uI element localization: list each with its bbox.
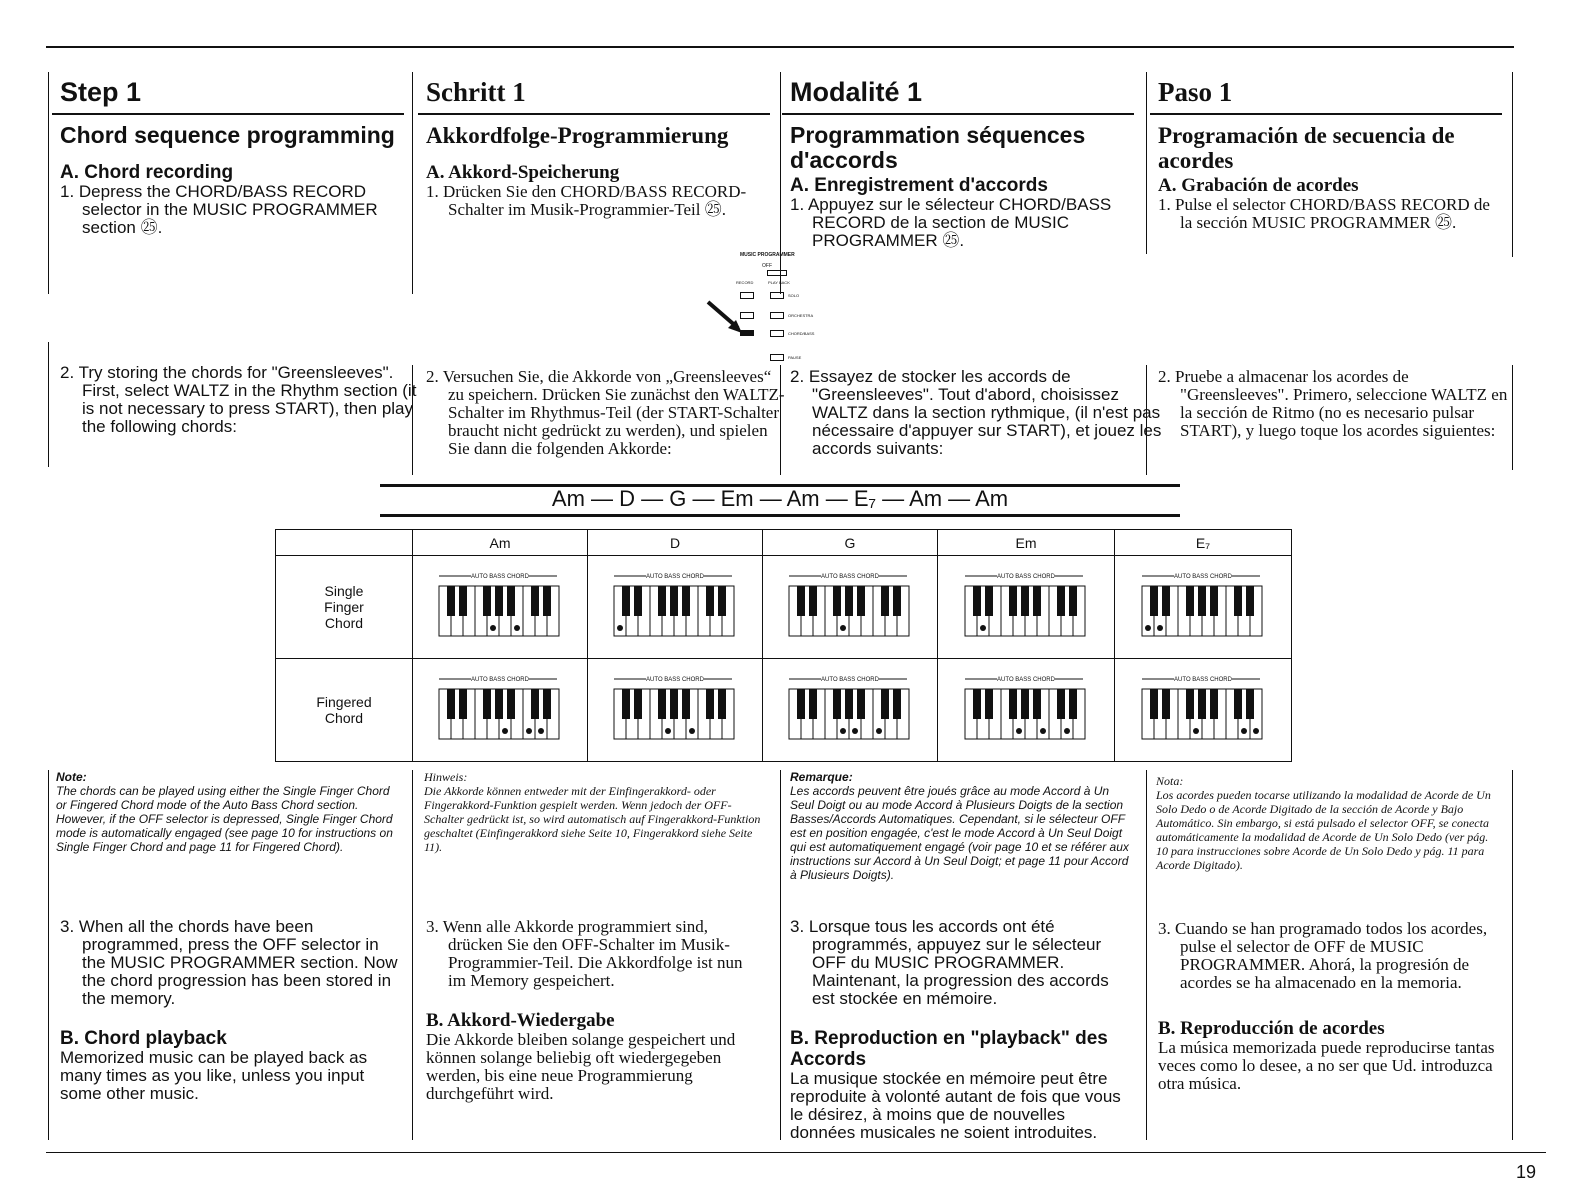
abc-label: AUTO BASS CHORD (821, 573, 879, 580)
column-german-lower (418, 918, 764, 1103)
black-key (893, 689, 901, 719)
keyboard-cell (1115, 556, 1292, 659)
black-key (809, 689, 817, 719)
keyboard-diagram (600, 669, 750, 749)
chord-header: G (763, 530, 938, 556)
column-divider (48, 770, 49, 1140)
black-key (1234, 586, 1242, 616)
black-key (985, 689, 993, 719)
step-heading: Paso 1 (1158, 77, 1233, 107)
column-divider (412, 770, 413, 1140)
black-key (531, 586, 539, 616)
item-3: 3. Cuando se han programado todos los acordes, pulse el selector de OFF de MUSIC PROGRAMMER. Ahorá, la progresión de acordes se ha almacenado en la memoria. (1158, 919, 1488, 992)
item-3: 3. When all the chords have been programmed, press the OFF selector in the MUSIC PROGRAMMER section. Now the chord progression has been stored in the memory. (60, 917, 398, 1008)
key-dot (840, 728, 846, 734)
black-key (622, 689, 630, 719)
keyboard-cell (588, 659, 763, 762)
panel-orchestra-label: ORCHESTRA (788, 313, 814, 318)
key-dot (1145, 625, 1151, 631)
item-3: 3. Lorsque tous les accords ont été programmés, appuyez sur le sélecteur OFF du MUSIC PROGRAMMER. Maintenant, la progression des accords est stockée en mémoire. (790, 917, 1109, 1008)
black-key (857, 586, 865, 616)
keyboard-cell (763, 659, 938, 762)
column-divider (780, 770, 781, 1140)
note-text: Die Akkorde können entweder mit der Einfingerakkord- oder Fingerakkord-Funktion gespielt werden. Wenn jedoch der OFF-Schalter gedrückt ist, so wird automatisch auf Fingerakkord-Funktion geschaltet (Einfingerakkord siehe Seite 10, Fingerakkord siehe Seite 11). (424, 784, 761, 854)
note-label: Nota: (1156, 774, 1184, 788)
chord-header: Am (413, 530, 588, 556)
keyboard-cell (1115, 659, 1292, 762)
black-key (543, 689, 551, 719)
subtitle: Chord sequence programming (60, 122, 395, 148)
black-key (1150, 689, 1158, 719)
black-key (1009, 586, 1017, 616)
abc-label: AUTO BASS CHORD (1174, 676, 1232, 683)
black-key (1057, 689, 1065, 719)
playback-text: La música memorizada puede reproducirse tantas veces como lo desee, a no ser que Ud. introduzca otra música. (1158, 1038, 1495, 1093)
panel-playback-label: PLAY BACK (768, 280, 790, 285)
abc-label: AUTO BASS CHORD (821, 676, 879, 683)
key-dot (502, 728, 508, 734)
key-dot (852, 728, 858, 734)
black-key (973, 586, 981, 616)
note-block (1156, 774, 1502, 872)
black-key (1210, 689, 1218, 719)
note-label: Remarque: (790, 770, 853, 784)
column-english (52, 75, 404, 237)
black-key (1069, 586, 1077, 616)
play-button (770, 330, 784, 337)
panel-chord-bass-label: CHORD/BASS (788, 331, 815, 336)
black-key (1186, 689, 1194, 719)
black-key (483, 586, 491, 616)
row-label-text: Single Finger Chord (324, 583, 364, 631)
black-key (881, 689, 889, 719)
key-dot (980, 625, 986, 631)
bottom-rule (46, 1152, 1546, 1153)
black-key (1234, 689, 1242, 719)
black-key (1009, 689, 1017, 719)
black-key (985, 586, 993, 616)
black-key (1198, 689, 1206, 719)
black-key (845, 689, 853, 719)
key-dot (1253, 728, 1259, 734)
black-key (718, 689, 726, 719)
black-key (893, 586, 901, 616)
note-text: The chords can be played using either the Single Finger Chord or Fingered Chord mode of the Auto Bass Chord section. However, if the OFF selector is depressed, Single Finger Chord mode is automatically engaged (see page 10 for instructions on Single Finger Chord and page 11 for Fingered Chord). (56, 784, 393, 854)
table-corner (276, 530, 413, 556)
note-block (56, 770, 402, 854)
abc-label: AUTO BASS CHORD (471, 676, 529, 683)
pause-button (770, 354, 784, 361)
item-1: 1. Appuyez sur le sélecteur CHORD/BASS RECORD de la section de MUSIC PROGRAMMER ㉕. (790, 195, 1112, 250)
black-key (1162, 689, 1170, 719)
section-b-title: B. Chord playback (60, 1028, 227, 1049)
chord-header: Em (938, 530, 1115, 556)
column-divider (1512, 72, 1513, 257)
key-dot (876, 728, 882, 734)
key-dot (1016, 728, 1022, 734)
panel-off-label: OFF (762, 263, 772, 269)
black-key (1210, 586, 1218, 616)
black-key (531, 689, 539, 719)
item-2: 2. Essayez de stocker les accords de "Greensleeves". Tout d'abord, choisissez WALTZ dans la section rythmique, (il n'est pas nécessaire d'appuyer sur START), et jouez les accords suivants: (790, 367, 1162, 458)
abc-label: AUTO BASS CHORD (646, 573, 704, 580)
black-key (1033, 689, 1041, 719)
black-key (845, 586, 853, 616)
black-key (1150, 586, 1158, 616)
black-key (1246, 689, 1254, 719)
section-b-title: B. Reproducción de acordes (1158, 1018, 1385, 1039)
note-label: Note: (56, 770, 87, 784)
step-heading: Schritt 1 (426, 77, 526, 107)
heading-rule (52, 113, 404, 115)
black-key (881, 586, 889, 616)
section-b-title: B. Akkord-Wiedergabe (426, 1010, 615, 1031)
column-spanish (1150, 75, 1502, 232)
key-dot (665, 728, 671, 734)
black-key (670, 586, 678, 616)
black-key (634, 586, 642, 616)
black-key (682, 586, 690, 616)
black-key (1246, 586, 1254, 616)
play-button (770, 312, 784, 319)
heading-rule (418, 113, 770, 115)
column-english-lower (52, 918, 404, 1103)
black-key (543, 586, 551, 616)
black-key (447, 586, 455, 616)
section-a-title: A. Chord recording (60, 162, 234, 183)
key-dot (514, 625, 520, 631)
black-key (833, 689, 841, 719)
black-key (718, 586, 726, 616)
note-text: Les accords peuvent être joués grâce au mode Accord à Un Seul Doigt ou au mode Accord à Plusieurs Doigts de la section Basses/Accords Automatiques. Cependant, si le sélecteur OFF est en position engagée, c'est le mode Accord à Un Seul Doigt qui est automatiquement engagé (voir page 10 et se référer aux instructions sur Accord à Un Seul Doigt; et page 11 pour Accord à Plusieurs Doigts). (790, 784, 1129, 882)
abc-label: AUTO BASS CHORD (997, 573, 1055, 580)
black-key (1033, 586, 1041, 616)
black-key (459, 586, 467, 616)
keyboard-diagram (600, 566, 750, 646)
column-divider (1146, 72, 1147, 254)
step-heading: Modalité 1 (790, 77, 923, 107)
keyboard-cell (938, 659, 1115, 762)
column-divider (412, 72, 413, 294)
playback-text: La musique stockée en mémoire peut être reproduite à volonté autant de fois que vous le désirez, à moins que de nouvelles données musicales ne soient introduites. (790, 1069, 1121, 1142)
black-key (670, 689, 678, 719)
black-key (1162, 586, 1170, 616)
column-divider (48, 72, 49, 294)
keyboard-diagram (951, 669, 1101, 749)
column-spanish-lower (1150, 920, 1500, 1093)
black-key (507, 689, 515, 719)
keyboard-cell (763, 556, 938, 659)
section-b-title: B. Reproduction en "playback" des Accords (790, 1028, 1108, 1070)
step-heading: Step 1 (60, 77, 142, 107)
keyboard-diagram (1128, 566, 1278, 646)
subtitle: Programación de secuencia de acordes (1158, 123, 1455, 173)
keyboard-diagram (775, 669, 925, 749)
top-rule (46, 46, 1514, 48)
black-key (1198, 586, 1206, 616)
key-dot (1064, 728, 1070, 734)
black-key (797, 689, 805, 719)
black-key (809, 586, 817, 616)
keyboard-cell (938, 556, 1115, 659)
subtitle: Akkordfolge-Programmierung (426, 123, 729, 148)
item-1: 1. Depress the CHORD/BASS RECORD selector in the MUSIC PROGRAMMER section ㉕. (60, 182, 378, 237)
abc-label: AUTO BASS CHORD (1174, 573, 1232, 580)
black-key (622, 586, 630, 616)
item-1: 1. Pulse el selector CHORD/BASS RECORD de la sección MUSIC PROGRAMMER ㉕. (1158, 195, 1490, 232)
key-dot (1040, 728, 1046, 734)
black-key (706, 689, 714, 719)
black-key (459, 689, 467, 719)
black-key (1057, 586, 1065, 616)
chord-header: D (588, 530, 763, 556)
key-dot (617, 625, 623, 631)
row-label-single (276, 556, 413, 659)
column-divider (1512, 770, 1513, 1140)
note-block (790, 770, 1136, 882)
key-dot (840, 625, 846, 631)
black-key (1186, 586, 1194, 616)
note-text: Los acordes pueden tocarse utilizando la modalidad de Acorde de Un Solo Dedo o de Acorde Digitado de la sección de Acorde y Bajo Automático. Sin embargo, si está pulsado el selector OFF, se conecta automáticamente la modalidad de Acorde de Un Solo Dedo (ver pág. 10 para instrucciones sobre Acorde de Un Solo Dedo y pág. 11 para Acorde Digitado). (1156, 788, 1491, 872)
key-dot (526, 728, 532, 734)
black-key (682, 689, 690, 719)
keyboard-diagram (1128, 669, 1278, 749)
panel-pause-label: PAUSE (788, 355, 802, 360)
black-key (634, 689, 642, 719)
keyboard-cell (588, 556, 763, 659)
black-key (495, 586, 503, 616)
abc-label: AUTO BASS CHORD (646, 676, 704, 683)
key-dot (1241, 728, 1247, 734)
key-dot (490, 625, 496, 631)
panel-title: MUSIC PROGRAMMER (740, 252, 795, 258)
black-key (1021, 586, 1029, 616)
keyboard-diagram (425, 669, 575, 749)
keyboard-cell (413, 659, 588, 762)
black-key (495, 689, 503, 719)
panel-record-label: RECORD (736, 280, 754, 285)
key-dot (1193, 728, 1199, 734)
playback-text: Die Akkorde bleiben solange gespeichert und können solange beliebig oft wiedergegeben werden, bis eine neue Programmierung durchgeführt wird. (426, 1030, 736, 1103)
music-programmer-panel (700, 252, 840, 364)
row-label-fingered (276, 659, 413, 762)
abc-label: AUTO BASS CHORD (997, 676, 1055, 683)
chord-header: E₇ (1115, 530, 1292, 556)
black-key (507, 586, 515, 616)
playback-text: Memorized music can be played back as many times as you like, unless you input some other music. (60, 1048, 368, 1103)
chord-progression: Am — D — G — Em — Am — E₇ — Am — Am (551, 486, 1009, 511)
page-number: 19 (1516, 1162, 1537, 1182)
progression-rule-bottom (380, 514, 1180, 517)
key-dot (538, 728, 544, 734)
keyboard-cell (413, 556, 588, 659)
item-1: 1. Drücken Sie den CHORD/BASS RECORD-Schalter im Musik-Programmier-Teil ㉕. (426, 182, 747, 219)
row-label-text: Fingered Chord (316, 694, 372, 726)
item-2: 2. Try storing the chords for "Greensleeves". First, select WALTZ in the Rhythm section (it is not necessary to press START), then play the following chords: (60, 363, 417, 436)
section-a-title: A. Akkord-Speicherung (426, 162, 620, 183)
heading-rule (1150, 113, 1502, 115)
subtitle: Programmation séquences d'accords (790, 122, 1086, 173)
black-key (973, 689, 981, 719)
black-key (658, 586, 666, 616)
section-a-title: A. Enregistrement d'accords (790, 175, 1048, 196)
column-french-lower (782, 918, 1134, 1142)
section-a-title: A. Grabación de acordes (1158, 175, 1359, 196)
column-divider (1146, 770, 1147, 1140)
black-key (706, 586, 714, 616)
note-label: Hinweis: (424, 770, 468, 784)
key-dot (1157, 625, 1163, 631)
keyboard-diagram (775, 566, 925, 646)
column-german (418, 75, 770, 219)
black-key (483, 689, 491, 719)
play-button (770, 292, 784, 299)
key-dot (689, 728, 695, 734)
heading-rule (782, 113, 1134, 115)
black-key (833, 586, 841, 616)
arrow-icon (706, 300, 746, 336)
abc-label: AUTO BASS CHORD (471, 573, 529, 580)
chord-table (275, 529, 1292, 762)
off-button (767, 270, 787, 276)
record-button (740, 292, 754, 299)
item-2: 2. Versuchen Sie, die Akkorde von „Greensleeves“ zu speichern. Drücken Sie zunächst den WALTZ-Schalter im Rhythmus-Teil (der START-Schalter braucht nicht gedrückt zu werden), und spielen Sie dann die folgenden Akkorde: (426, 367, 785, 458)
black-key (797, 586, 805, 616)
column-divider (48, 342, 49, 467)
item-3: 3. Wenn alle Akkorde programmiert sind, drücken Sie den OFF-Schalter im Musik-Programmier-Teil. Die Akkordfolge ist nun im Memory gespeichert. (426, 917, 743, 990)
column-french (782, 75, 1134, 250)
panel-solo-label: SOLO (788, 293, 800, 298)
item-2: 2. Pruebe a almacenar los acordes de "Greensleeves". Primero, seleccione WALTZ en la sección de Ritmo (no es necesario pulsar START), y luego toque los acordes siguientes: (1158, 367, 1508, 440)
black-key (1021, 689, 1029, 719)
black-key (857, 689, 865, 719)
keyboard-diagram (951, 566, 1101, 646)
note-block (424, 770, 770, 854)
black-key (658, 689, 666, 719)
black-key (447, 689, 455, 719)
keyboard-diagram (425, 566, 575, 646)
black-key (1069, 689, 1077, 719)
